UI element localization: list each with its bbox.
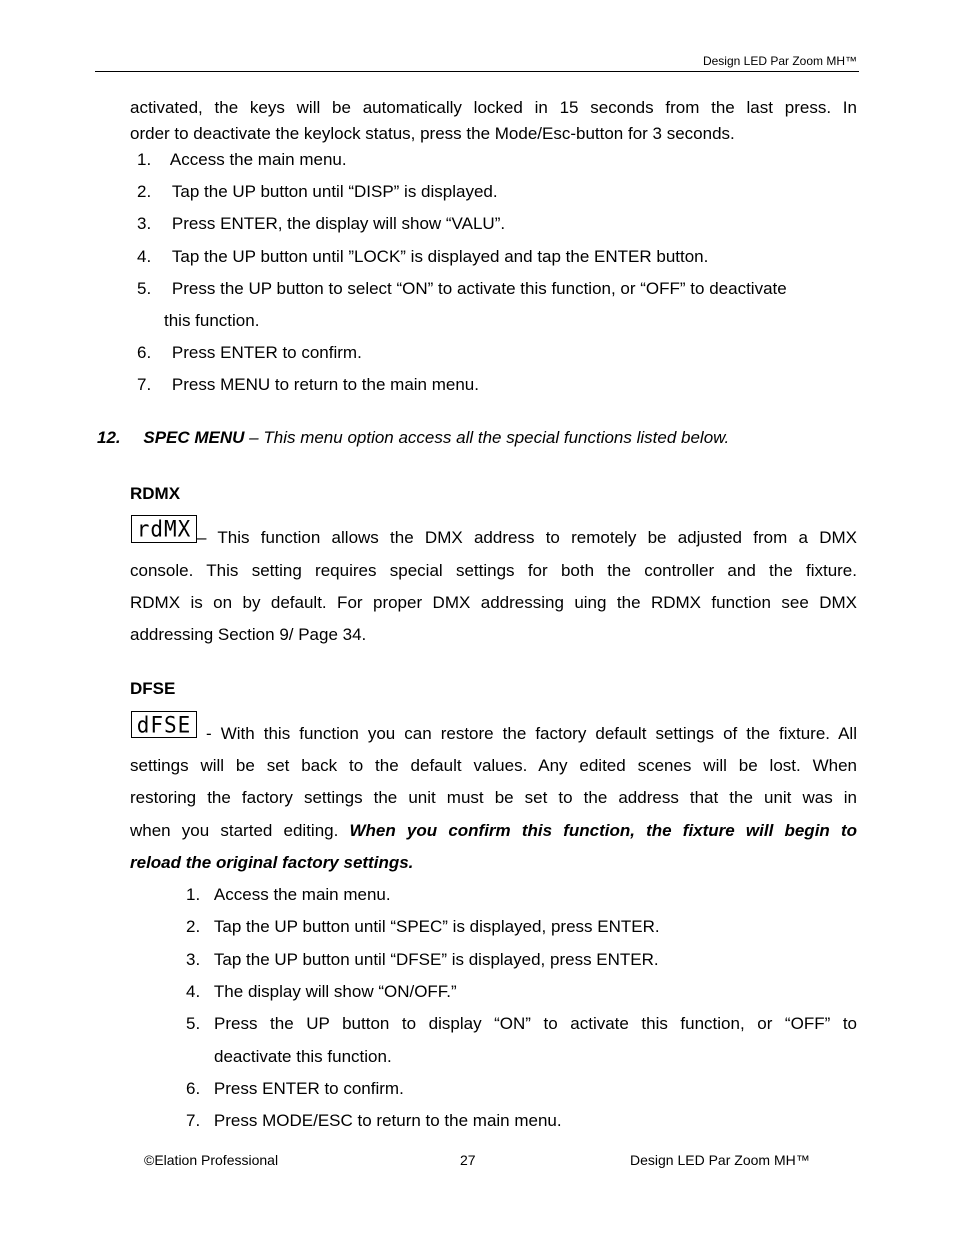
- list-item: [186, 1076, 404, 1102]
- list-item: [186, 1011, 200, 1037]
- header-divider: [95, 71, 859, 72]
- list-item: [186, 1108, 562, 1134]
- dfse-line-1: - With this function you can restore the factory default settings of the fixture. All: [206, 724, 857, 743]
- dfse-line-4-plain: when you started editing.: [130, 821, 350, 840]
- list-item: [137, 340, 362, 366]
- list-item-continuation: this function.: [164, 311, 260, 330]
- list-item-text: Tap the UP button until “SPEC” is displayed, press ENTER.: [213, 917, 660, 936]
- list-item-number: 3.: [186, 950, 201, 969]
- section-heading: [97, 428, 729, 448]
- list-item-text: Press the UP button to display “ON” to activate this function, or “OFF” to: [214, 1014, 857, 1033]
- list-item-number: 4.: [186, 982, 201, 1001]
- list-item-number: 5.: [186, 1014, 201, 1033]
- list-item-number: 4.: [137, 247, 152, 266]
- list-item-number: 3.: [137, 214, 152, 233]
- footer-copyright: ©Elation Professional: [144, 1152, 279, 1168]
- list-item-text: The display will show “ON/OFF.”: [213, 982, 457, 1001]
- list-item: [137, 244, 708, 270]
- list-item-number: 6.: [186, 1079, 201, 1098]
- list-item-text: Tap the UP button until ”LOCK” is displayed and tap the ENTER button.: [171, 247, 709, 266]
- section-title: SPEC MENU: [143, 428, 245, 447]
- dfse-line-4: [130, 818, 857, 844]
- intro-line-2: order to deactivate the keylock status, press the Mode/Esc-button for 3 seconds.: [130, 124, 735, 143]
- list-item-text: Press MODE/ESC to return to the main menu.: [213, 1111, 562, 1130]
- subheading-rdmx: RDMX: [130, 484, 181, 503]
- rdmx-line-4: addressing Section 9/ Page 34.: [130, 625, 367, 644]
- intro-line-1: activated, the keys will be automatically locked in 15 seconds from the last press. In: [130, 98, 857, 117]
- footer-title: Design LED Par Zoom MH™: [630, 1152, 810, 1168]
- list-item-continuation: deactivate this function.: [214, 1047, 392, 1066]
- list-item-text: Press the UP button to select “ON” to activate this function, or “OFF” to deactivate: [171, 279, 787, 298]
- list-item-text: Press ENTER, the display will show “VALU”.: [171, 214, 506, 233]
- list-item: [137, 179, 498, 205]
- dfse-warning-start: When you confirm this function, the fixture will begin to: [349, 821, 858, 840]
- lcd-display-dfse: [131, 711, 197, 738]
- list-item-text: Tap the UP button until “DISP” is displayed.: [171, 182, 498, 201]
- dfse-line-5: [130, 850, 413, 876]
- section-description: – This menu option access all the special functions listed below.: [244, 428, 730, 447]
- list-item: [137, 211, 505, 237]
- list-item: [137, 276, 787, 302]
- list-item-number: 2.: [137, 182, 152, 201]
- rdmx-line-2: console. This setting requires special settings for both the controller and the fixture.: [130, 561, 857, 580]
- subheading-dfse: DFSE: [130, 679, 176, 698]
- list-item-text: Access the main menu.: [169, 150, 347, 169]
- list-item-text: Tap the UP button until “DFSE” is displayed, press ENTER.: [213, 950, 659, 969]
- list-item-number: 7.: [186, 1111, 201, 1130]
- list-item-number: 6.: [137, 343, 152, 362]
- list-item: [186, 947, 659, 973]
- page-number: 27: [460, 1152, 476, 1168]
- list-item-text: Press ENTER to confirm.: [171, 343, 362, 362]
- dfse-line-2: settings will be set back to the default values. Any edited scenes will be lost. When: [130, 756, 857, 775]
- list-item-number: 1.: [137, 150, 152, 169]
- lcd-display-text: rdMX: [136, 516, 192, 542]
- rdmx-line-1: – This function allows the DMX address to remotely be adjusted from a DMX: [197, 528, 857, 547]
- list-item-number: 2.: [186, 917, 201, 936]
- lcd-display-text: dFSE: [136, 711, 192, 738]
- rdmx-line-3: RDMX is on by default. For proper DMX addressing uing the RDMX function see DMX: [130, 593, 857, 612]
- list-item-number: 7.: [137, 375, 152, 394]
- list-item-text: Press MENU to return to the main menu.: [171, 375, 479, 394]
- list-item: [186, 979, 457, 1005]
- list-item: [186, 914, 660, 940]
- list-item: [137, 147, 347, 173]
- list-item-number: 1.: [186, 885, 201, 904]
- dfse-warning-end: reload the original factory settings.: [130, 853, 414, 872]
- list-item-text: Press ENTER to confirm.: [213, 1079, 404, 1098]
- list-item: [137, 372, 479, 398]
- dfse-line-3: restoring the factory settings the unit must be set to the address that the unit was in: [130, 788, 857, 807]
- section-number: 12.: [97, 428, 121, 447]
- list-item-text: Access the main menu.: [213, 885, 391, 904]
- list-item-number: 5.: [137, 279, 152, 298]
- running-header: Design LED Par Zoom MH™: [702, 54, 857, 68]
- lcd-display-rdmx: [131, 515, 197, 543]
- list-item: [186, 882, 391, 908]
